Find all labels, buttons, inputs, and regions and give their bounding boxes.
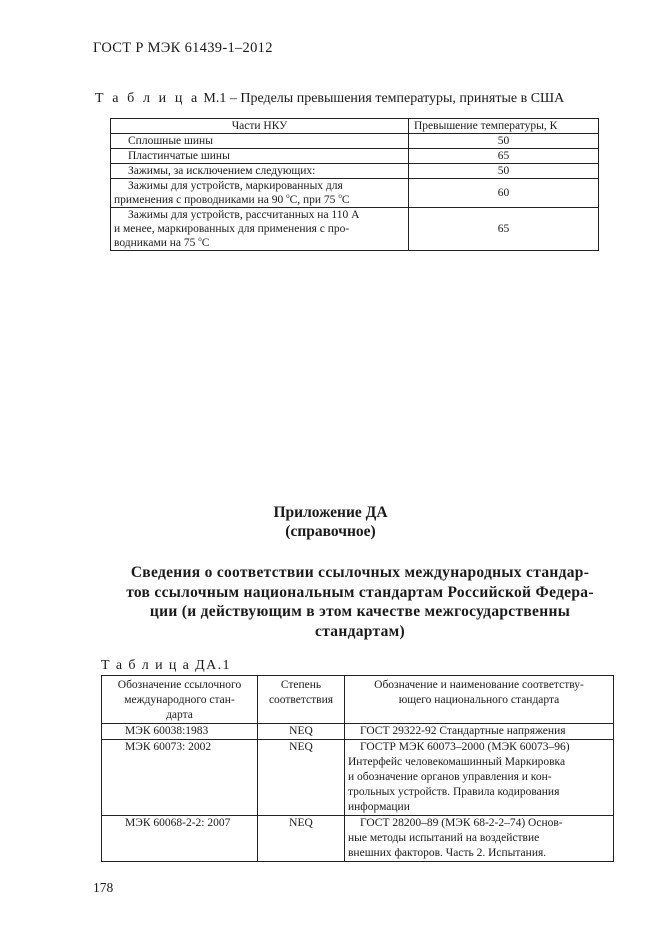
column-header: Части НКУ bbox=[111, 119, 409, 134]
header-line: соответствия bbox=[268, 694, 334, 706]
table-row bbox=[102, 740, 614, 816]
table-da1 bbox=[101, 675, 614, 862]
table-cell: NEQ bbox=[258, 724, 345, 740]
table-cell: МЭК 60073: 2002 bbox=[102, 740, 258, 816]
cell-line: информации bbox=[348, 801, 410, 813]
column-header: Превышение температуры, К bbox=[409, 119, 599, 134]
table-title: – Пределы превышения температуры, принятые в США bbox=[229, 91, 565, 106]
cell-line: ные методы испытаний на воздействие bbox=[348, 832, 540, 844]
header-line: ющего национального стандарта bbox=[398, 694, 560, 706]
appendix-subtitle: (справочное) bbox=[285, 523, 376, 540]
cell-line: С, при 75 bbox=[289, 194, 336, 206]
table-cell: 50 bbox=[409, 134, 599, 149]
table-row bbox=[111, 134, 599, 149]
table-header-row bbox=[111, 119, 599, 134]
table-cell: Пластинчатые шины bbox=[111, 149, 409, 164]
header-line: Обозначение ссылочного bbox=[117, 679, 242, 691]
column-header bbox=[102, 676, 258, 724]
table-cell: МЭК 60068-2-2: 2007 bbox=[102, 816, 258, 862]
appendix-title: Приложение ДА bbox=[273, 504, 388, 521]
heading-line: Сведения о соответствии ссылочных международных стандар- bbox=[130, 564, 590, 581]
table-row bbox=[111, 164, 599, 179]
cell-line: Зажимы для устройств, рассчитанных на 110 А bbox=[128, 209, 360, 221]
table-cell bbox=[345, 740, 614, 816]
table-cell bbox=[345, 816, 614, 862]
degree-mark: о bbox=[338, 192, 342, 201]
table-header-row bbox=[102, 676, 614, 724]
column-header bbox=[345, 676, 614, 724]
table-label: Т а б л и ц а bbox=[95, 91, 200, 106]
appendix-heading bbox=[96, 563, 624, 641]
table-row bbox=[111, 208, 599, 251]
column-header bbox=[258, 676, 345, 724]
table-cell bbox=[111, 179, 409, 208]
degree-mark: о bbox=[198, 235, 202, 244]
cell-line: применения с проводниками на 90 bbox=[114, 194, 284, 206]
cell-line: трольных устройств. Правила кодирования bbox=[348, 786, 560, 798]
heading-line: тов ссылочным национальным стандартам Российской Федера- bbox=[126, 583, 594, 601]
header-line: международного стан- bbox=[124, 694, 235, 706]
table-cell: 60 bbox=[409, 179, 599, 208]
cell-line: Зажимы для устройств, маркированных для bbox=[128, 180, 343, 192]
table-row bbox=[111, 179, 599, 208]
header-line: Обозначение и наименование соответству- bbox=[374, 679, 584, 691]
header-line: дарта bbox=[166, 709, 193, 721]
cell-line: внешних факторов. Часть 2. Испытания. bbox=[348, 847, 547, 859]
table-row bbox=[102, 724, 614, 740]
cell-line: Интерфейс человекомашинный Маркировка bbox=[348, 756, 566, 768]
cell-line: ГОСТР МЭК 60073–2000 (МЭК 60073–96) bbox=[360, 741, 570, 753]
table-da1-caption: Т а б л и ц а ДА.1 bbox=[101, 658, 231, 673]
table-cell: Сплошные шины bbox=[111, 134, 409, 149]
table-cell: Зажимы, за исключением следующих: bbox=[111, 164, 409, 179]
table-cell: МЭК 60038:1983 bbox=[102, 724, 258, 740]
table-cell bbox=[111, 208, 409, 251]
table-cell: NEQ bbox=[258, 740, 345, 816]
cell-line: С bbox=[201, 237, 210, 249]
heading-line: стандартам) bbox=[315, 622, 405, 640]
cell-line: водниками на 75 bbox=[114, 237, 196, 249]
table-row bbox=[102, 816, 614, 862]
table-cell: 50 bbox=[409, 164, 599, 179]
table-row bbox=[111, 149, 599, 164]
cell-line: и менее, маркированных для применения с про- bbox=[114, 223, 350, 235]
heading-line: ции (и действующим в этом качестве межгосударственны bbox=[149, 603, 571, 620]
header-line: Степень bbox=[280, 679, 322, 691]
degree-mark: о bbox=[286, 192, 290, 201]
cell-line: ГОСТ 28200–89 (МЭК 68-2-2–74) Основ- bbox=[360, 817, 563, 829]
cell-line: С bbox=[341, 194, 350, 206]
table-cell: ГОСТ 29322-92 Стандартные напряжения bbox=[345, 724, 614, 740]
cell-line: и обозначение органов управления и кон- bbox=[348, 771, 552, 783]
table-cell: NEQ bbox=[258, 816, 345, 862]
table-cell: 65 bbox=[409, 149, 599, 164]
appendix-title-block bbox=[0, 503, 661, 541]
table-number: М.1 bbox=[203, 91, 227, 106]
document-header: ГОСТ Р МЭК 61439-1–2012 bbox=[93, 40, 273, 56]
table-m1-caption bbox=[95, 91, 564, 107]
page-number: 178 bbox=[93, 880, 114, 895]
table-cell: 65 bbox=[409, 208, 599, 251]
table-m1 bbox=[110, 118, 599, 251]
